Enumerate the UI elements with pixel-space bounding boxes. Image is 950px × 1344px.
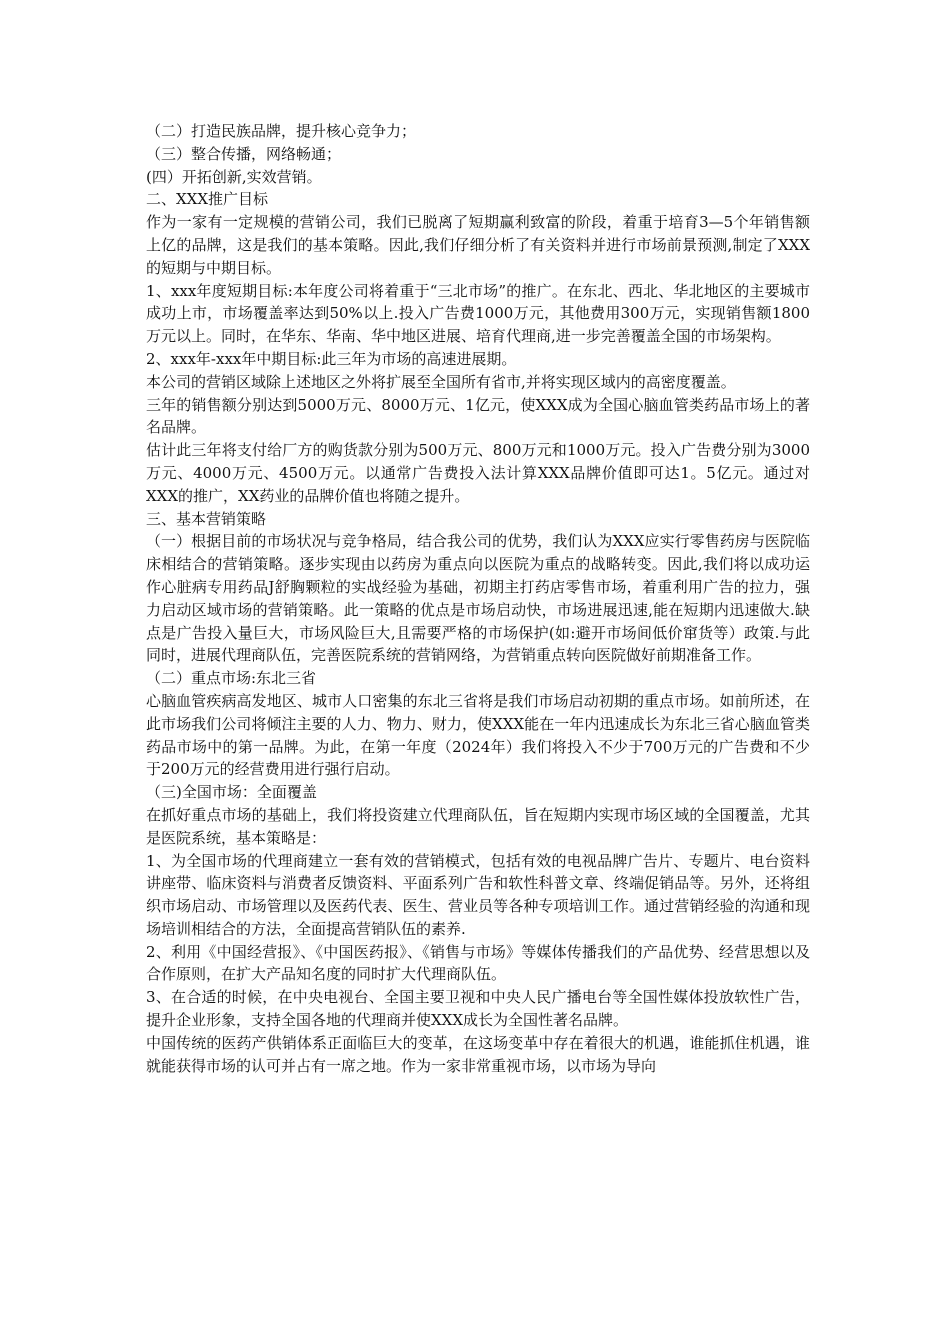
list-item-brand: （二）打造民族品牌，提升核心竞争力；	[146, 122, 417, 140]
paragraph-key-market: 心脑血管疾病高发地区、城市人口密集的东北三省将是我们市场启动初期的重点市场。如前所述，在此市场我们公司将倾注主要的人力、物力、财力，使XXX能在一年内迅速成长为东北三省心脑血管类药品市场中的第一品牌。为此，在第一年度（2024年）我们将投入不少于700万元的广告费和不少于200万元的经营费用进行强行启动。	[146, 691, 810, 779]
list-item-innovation: (四）开拓创新,实效营销。	[146, 167, 322, 186]
subheading-national-market: （三)全国市场：全面覆盖	[146, 783, 317, 802]
paragraph-sales-targets: 三年的销售额分别达到5000万元、8000万元、1亿元，使XXX成为全国心脑血管类药品市场上的著名品牌。	[146, 395, 810, 437]
paragraph-tactic-three: 3、在合适的时候，在中央电视台、全国主要卫视和中央人民广播电台等全国性媒体投放软性广告，提升企业形象，支持全国各地的代理商并使XXX成长为全国性著名品牌。	[146, 988, 810, 1030]
paragraph-short-term-goal: 1、xxx年度短期目标:本年度公司将着重于“三北市场”的推广。在东北、西北、华北地区的主要城市成功上市，市场覆盖率达到50%以上.投入广告费1000万元，其他费用300万元，实现销售额1800万元以上。同时，在华东、华南、华中地区进展、培育代理商,进一步完善覆盖全国的市场架构。	[146, 281, 810, 346]
subheading-key-market: （二）重点市场:东北三省	[146, 669, 317, 688]
section-heading-promotion-goals: 二、XXX推广目标	[146, 190, 269, 209]
paragraph-mid-term-goal: 2、xxx年-xxx年中期目标:此三年为市场的高速进展期。	[146, 349, 517, 368]
paragraph-sales-region: 本公司的营销区域除上述地区之外将扩展至全国所有省市,并将实现区域内的高密度覆盖。	[146, 372, 736, 391]
paragraph-payments-ads: 估计此三年将支付给厂方的购货款分别为500万元、800万元和1000万元。投入广告费分别为3000万元、4000万元、4500万元。以通常广告费投入法计算XXX品牌价值即可达1。5亿元。通过对XXX的推广，XX药业的品牌价值也将随之提升。	[146, 441, 810, 505]
paragraph-intro: 作为一家有一定规模的营销公司，我们已脱离了短期赢利致富的阶段，着重于培育3—5个年销售额上亿的品牌，这是我们的基本策略。因此,我们仔细分析了有关资料并进行市场前景预测,制定了XXX的短期与中期目标。	[146, 213, 810, 277]
section-heading-strategy: 三、基本营销策略	[146, 509, 267, 528]
paragraph-closing: 中国传统的医药产供销体系正面临巨大的变革，在这场变革中存在着很大的机遇，谁能抓住机遇，谁就能获得市场的认可并占有一席之地。作为一家非常重视市场，以市场为导向	[146, 1033, 810, 1075]
list-item-communication: （三）整合传播，网络畅通；	[146, 144, 342, 163]
paragraph-national-market: 在抓好重点市场的基础上，我们将投资建立代理商队伍，旨在短期内实现市场区域的全国覆盖，尤其是医院系统，基本策略是：	[146, 805, 810, 847]
paragraph-strategy-one: （一）根据目前的市场状况与竞争格局，结合我公司的优势，我们认为XXX应实行零售药房与医院临床相结合的营销策略。逐步实现由以药房为重点向以医院为重点的战略转变。因此,我们将以成功运作心脏病专用药品J舒胸颗粒的实战经验为基础，初期主打药店零售市场，着重利用广告的拉力，强力启动区域市场的营销策略。此一策略的优点是市场启动快，市场进展迅速,能在短期内迅速做大.缺点是广告投入量巨大，市场风险巨大,且需要严格的市场保护(如:避开市场间低价窜货等）政策.与此同时，进展代理商队伍，完善医院系统的营销网络，为营销重点转向医院做好前期准备工作。	[146, 532, 810, 665]
paragraph-tactic-one: 1、为全国市场的代理商建立一套有效的营销模式，包括有效的电视品牌广告片、专题片、电台资料讲座带、临床资料与消费者反馈资料、平面系列广告和软性科普文章、终端促销品等。另外，还将组织市场启动、市场管理以及医药代表、医生、营业员等各种专项培训工作。通过营销经验的沟通和现场培训相结合的方法，全面提高营销队伍的素养.	[146, 851, 810, 938]
document-body	[146, 120, 810, 1077]
paragraph-tactic-two: 2、利用《中国经营报》、《中国医药报》、《销售与市场》等媒体传播我们的产品优势、经营思想以及合作原则，在扩大产品知名度的同时扩大代理商队伍。	[146, 942, 810, 984]
